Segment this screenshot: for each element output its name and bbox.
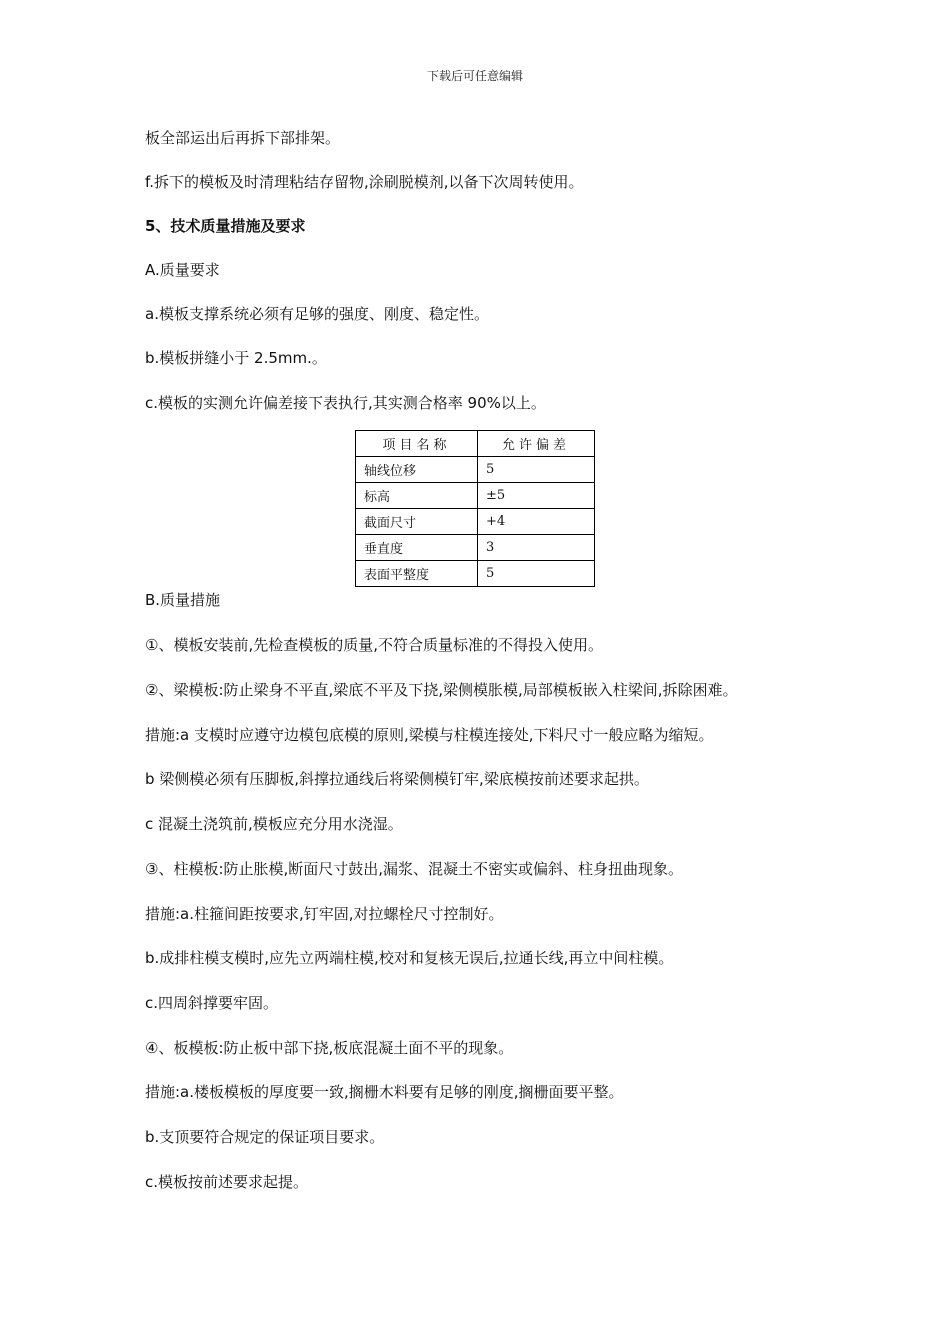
table-cell: 截面尺寸 xyxy=(356,509,478,535)
paragraph-16: b.成排柱模支模时,应先立两端柱模,校对和复核无误后,拉通长线,再立中间柱模。 xyxy=(145,949,674,967)
table-cell: 标高 xyxy=(356,483,478,509)
section-heading: 5、技术质量措施及要求 xyxy=(145,217,306,235)
table-header-row xyxy=(356,431,595,457)
table-row xyxy=(356,457,595,483)
paragraph-10: ②、梁模板:防止梁身不平直,梁底不平及下挠,梁侧模胀模,局部模板嵌入柱梁间,拆除困难。 xyxy=(145,681,738,699)
table-cell: +4 xyxy=(478,509,595,535)
paragraph-7: c.模板的实测允许偏差接下表执行,其实测合格率 90%以上。 xyxy=(145,394,546,412)
table-row xyxy=(356,483,595,509)
paragraph-1: 板全部运出后再拆下部排架。 xyxy=(145,129,341,147)
table-cell: 轴线位移 xyxy=(356,457,478,483)
paragraph-14: ③、柱模板:防止胀模,断面尺寸鼓出,漏浆、混凝土不密实或偏斜、柱身扭曲现象。 xyxy=(145,860,684,878)
paragraph-12: b 梁侧模必须有压脚板,斜撑拉通线后将梁侧模钉牢,梁底模按前述要求起拱。 xyxy=(145,770,649,788)
paragraph-5: a.模板支撑系统必须有足够的强度、刚度、稳定性。 xyxy=(145,305,489,323)
paragraph-9: ①、模板安装前,先检查模板的质量,不符合质量标准的不得投入使用。 xyxy=(145,636,603,654)
paragraph-17: c.四周斜撑要牢固。 xyxy=(145,994,279,1012)
table-row xyxy=(356,561,595,587)
paragraph-13: c 混凝土浇筑前,模板应充分用水浇湿。 xyxy=(145,815,403,833)
paragraph-21: c.模板按前述要求起提。 xyxy=(145,1173,309,1191)
table-row xyxy=(356,509,595,535)
paragraph-19: 措施:a.楼板模板的厚度要一致,搁栅木料要有足够的刚度,搁栅面要平整。 xyxy=(145,1083,624,1101)
subheading-quality-measures: B.质量措施 xyxy=(145,591,221,609)
table-cell: 5 xyxy=(478,561,595,587)
tolerance-table xyxy=(355,430,595,587)
table-header-cell: 项目名称 xyxy=(356,431,478,457)
table-cell: ±5 xyxy=(478,483,595,509)
paragraph-15: 措施:a.柱箍间距按要求,钉牢固,对拉螺栓尺寸控制好。 xyxy=(145,905,504,923)
paragraph-2: f.拆下的模板及时清理粘结存留物,涂刷脱模剂,以备下次周转使用。 xyxy=(145,173,584,191)
subheading-quality-requirements: A.质量要求 xyxy=(145,261,220,279)
table-row xyxy=(356,535,595,561)
paragraph-18: ④、板模板:防止板中部下挠,板底混凝土面不平的现象。 xyxy=(145,1039,514,1057)
paragraph-6: b.模板拼缝小于 2.5mm.。 xyxy=(145,349,327,367)
paragraph-20: b.支顶要符合规定的保证项目要求。 xyxy=(145,1128,385,1146)
table-cell: 5 xyxy=(478,457,595,483)
table-cell: 垂直度 xyxy=(356,535,478,561)
table-header-cell: 允许偏差 xyxy=(478,431,595,457)
table-cell: 3 xyxy=(478,535,595,561)
paragraph-11: 措施:a 支模时应遵守边模包底模的原则,梁模与柱模连接处,下料尺寸一般应略为缩短。 xyxy=(145,726,714,744)
table-cell: 表面平整度 xyxy=(356,561,478,587)
page-header: 下载后可任意编辑 xyxy=(426,69,523,83)
